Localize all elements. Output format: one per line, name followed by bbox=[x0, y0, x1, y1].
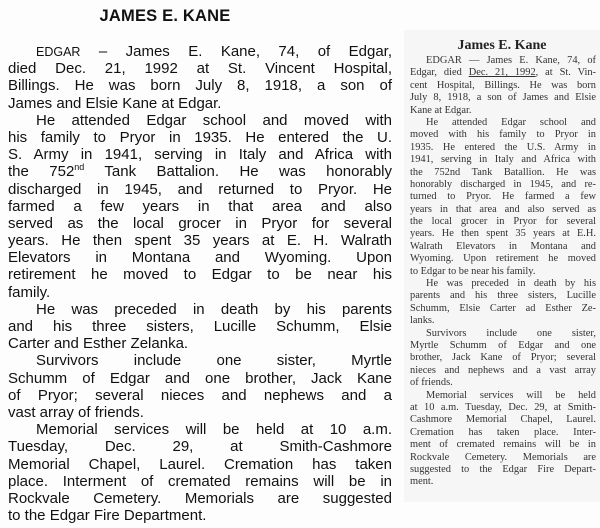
text-line: He was preceded in death by his parents bbox=[36, 300, 392, 318]
text-line: Memorial Chapel, Laurel. Cremation has taken bbox=[8, 455, 392, 473]
text-line: retirement he moved to Edgar to be near his bbox=[8, 266, 392, 284]
text-line: place. Interment of cremated remains will be in bbox=[8, 472, 392, 490]
text-line: moved with his family to Pryor in bbox=[410, 129, 596, 141]
text-line: years in that area and also served as bbox=[410, 203, 596, 215]
text-line: to Edgar to be near his family. bbox=[410, 265, 536, 277]
text-line: Carter and Esther Zelanka. bbox=[8, 335, 189, 353]
clipping-body bbox=[410, 55, 596, 489]
text-line: his family to Pryor in 1935. He entered the U. bbox=[8, 128, 392, 146]
text-line: Kane at Edgar. bbox=[410, 104, 472, 116]
text-line: cent Hospital, Billings. He was born bbox=[410, 79, 596, 91]
text-line: Walrath Elevators in Montana and bbox=[410, 240, 596, 252]
text-line: suggested to the Edgar Fire Depart- bbox=[410, 463, 596, 475]
text-line: EDGAR — James E. Kane, 74, of bbox=[426, 55, 596, 66]
text-line: ment of cremated remains will be in bbox=[410, 439, 596, 451]
text-span: Tank Battalion. He was honorably bbox=[84, 163, 392, 181]
text-line: farmed a few years in that area and also bbox=[8, 197, 392, 215]
text-line: S. Army in 1941, serving in Italy and Africa with bbox=[8, 146, 392, 164]
text-span: – James E. Kane, 74, of Edgar, bbox=[80, 43, 392, 60]
text-line: died Dec. 21, 1992 at St. Vincent Hospital, bbox=[8, 60, 392, 78]
text-line: years. He then spent 35 years at E. H. Walrath bbox=[8, 232, 392, 250]
text-line: Wyoming. Upon retirement he moved bbox=[410, 253, 596, 265]
text-line: at 10 a.m. Tuesday, Dec. 29, at Smith- bbox=[410, 401, 596, 413]
text-line: Survivors include one sister, Myrtle bbox=[36, 352, 392, 370]
text-line: Schumm, Elsie Carter ad Esther Ze- bbox=[410, 302, 596, 314]
text-line: family. bbox=[8, 283, 51, 301]
text-span: the 752 bbox=[8, 163, 75, 181]
text-line: discharged in 1945, and returned to Pryor. He bbox=[8, 180, 392, 198]
text-span: EDGAR bbox=[36, 45, 81, 59]
clipping-title: James E. Kane bbox=[457, 38, 547, 53]
text-line: He attended Edgar school and bbox=[426, 116, 596, 128]
text-line: Billings. He was born July 8, 1918, a son of bbox=[8, 77, 392, 95]
text-line: He attended Edgar school and moved with bbox=[36, 111, 392, 129]
text-line: of Pryor; several nieces and nephews and a bbox=[8, 386, 392, 404]
text-line: to the Edgar Fire Department. bbox=[8, 507, 207, 525]
text-line: Memorial services will be held bbox=[426, 389, 596, 401]
text-line: Cremation has taken place. Inter- bbox=[410, 426, 596, 438]
typed-obituary-title: JAMES E. KANE bbox=[99, 7, 231, 25]
text-line: of friends. bbox=[410, 377, 453, 389]
text-span: nd bbox=[74, 162, 85, 173]
text-span: , at St. Vin- bbox=[535, 67, 597, 79]
text-line bbox=[8, 163, 392, 180]
text-line: He was preceded in death by his bbox=[426, 278, 596, 290]
text-line: vast array of friends. bbox=[8, 403, 144, 421]
text-line: served as the local grocer in Pryor for several bbox=[8, 214, 392, 232]
text-line: and his three sisters, Lucille Schumm, Elsie bbox=[8, 318, 392, 335]
text-line bbox=[8, 43, 392, 60]
text-line: Survivors include one sister, bbox=[426, 327, 596, 339]
text-line: 1935. He entered the U.S. Army in bbox=[410, 141, 596, 153]
text-line bbox=[410, 67, 596, 79]
text-line: Rockvale Cemetery. Memorials are suggested bbox=[8, 489, 392, 507]
text-line: Memorial services will be held at 10 a.m. bbox=[36, 421, 392, 439]
text-line: James and Elsie Kane at Edgar. bbox=[8, 94, 222, 112]
text-line: Rockvale Cemetery. Memorials are bbox=[410, 451, 596, 463]
text-line: parents and his three sisters, Lucille bbox=[410, 290, 596, 302]
typed-obituary-body bbox=[8, 43, 392, 524]
text-line: honorably discharged in 1945, and re- bbox=[410, 178, 596, 190]
text-line: years. He then spent 35 years at E.H. bbox=[410, 228, 596, 240]
text-line: lanks. bbox=[410, 315, 435, 327]
text-line: turned to Pryor. He farmed a few bbox=[410, 191, 596, 203]
text-line: Schumm of Edgar and one brother, Jack Kane bbox=[8, 369, 392, 387]
text-line: 1941, serving in Italy and Africa with bbox=[410, 154, 596, 166]
text-line: ment. bbox=[410, 476, 434, 488]
text-line: brother, Jack Kane of Pryor; several bbox=[410, 352, 596, 364]
text-line: nieces and nephews and a vast array bbox=[410, 364, 596, 376]
text-line: the local grocer in Pryor for several bbox=[410, 216, 596, 228]
underlined-date: Dec. 21, 1992 bbox=[468, 67, 536, 79]
text-line: Tuesday, Dec. 29, at Smith-Cashmore bbox=[8, 438, 392, 456]
text-line: Elevators in Montana and Wyoming. Upon bbox=[8, 249, 392, 267]
text-line: Cashmore Memorial Chapel, Laurel. bbox=[410, 414, 596, 426]
text-span: Edgar, died bbox=[410, 67, 469, 79]
text-line: the 752nd Tank Batallion. He was bbox=[410, 166, 596, 178]
text-line: Myrtle Schumm of Edgar and one bbox=[410, 339, 596, 351]
text-line: July 8, 1918, a son of James and Elsie bbox=[410, 92, 596, 104]
